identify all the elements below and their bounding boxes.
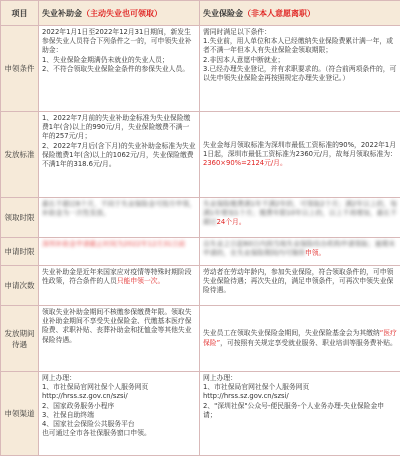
insurance-deadline-highlight: 申领。 (305, 249, 325, 257)
table-row (1, 198, 400, 238)
subsidy-channels: 网上办理： 1、市社保局官网社保个人服务网页 http://hrss.sz.gov.cn/szsi/ 2、国家政务服务小程序 3、社保自助终端 4、国家社会保险公共服务平台 也可通过全市各社保服务窗口申领。 (39, 372, 200, 456)
header-insurance-note: （非本人意愿离职） (243, 9, 315, 18)
insurance-duration-text: 失业保险缴费满1年不满2年的，可领取2个月；满2年以上的，每满1年增加1个月；缴费年限10年以上的，以上不再增加，最长不超过 (203, 200, 397, 226)
row-label: 领取时限 (1, 198, 39, 238)
insurance-benefits (200, 306, 400, 372)
header-subsidy-note: （主动失业也可领取） (82, 9, 162, 18)
insurance-benefits-highlight: “医疗保险” (203, 329, 397, 346)
header-insurance-title: 失业保险金 (203, 9, 243, 18)
subsidy-times-highlight: 只能申领一次。 (117, 277, 165, 285)
insurance-standard (200, 112, 400, 198)
row-label: 申领渠道 (1, 372, 39, 456)
insurance-conditions: 需同时满足以下条件： 1.失业前，用人单位和本人已经缴纳失业保险费累计满一年，或者不满一年但本人有失业保险金领取期限； 2.非因本人意愿中断就业； 3.已经办理失业登记，并有求职要求的。（符合前两项条件的，可以先申领失业保险金再按照规定办理失业登记。） (200, 26, 400, 112)
insurance-channels: 网上办理： 1、市社保局官网社保个人服务网页 http://hrss.sz.gov.cn/szsi/ 2、"深圳社保"公众号-便民服务-个人业务办理-失业保险金申请； (200, 372, 400, 456)
insurance-deadline-text: 自失业之日起60日内到当地失业保险经办机构申请领取；逾期未申请的，在失业保险期间内可继续 (203, 240, 395, 257)
insurance-standard-text: 失业金每月领取标准为深圳市最低工资标准的90%，2022年1月1日起，深圳市最低工资标准为2360元/月，故每月领取标准为： (203, 141, 397, 158)
row-label: 申请时限 (1, 238, 39, 266)
header-subsidy-title: 失业补助金 (42, 9, 82, 18)
insurance-deadline (200, 238, 400, 266)
table-row (1, 372, 400, 456)
row-label: 发放标准 (1, 112, 39, 198)
table-row (1, 238, 400, 266)
table-row (1, 306, 400, 372)
insurance-benefits-tail: ，可按照有关规定享受就业服务、职业培训等服务费补贴。 (220, 339, 397, 347)
subsidy-times-text: 失业补助金是近年来国家应对疫情等特殊时期阶段性政策，符合条件的人员 (42, 268, 192, 285)
subsidy-duration-text: 最长不超过6个月，不同于失业保险金可按月申领，补助金为一次性发放。 (42, 200, 196, 217)
subsidy-duration (39, 198, 200, 238)
row-label: 申请次数 (1, 266, 39, 306)
subsidy-deadline-text: 深圳补助金申请截止时间为2022年12月31日前 (42, 240, 185, 248)
header-item: 项目 (1, 1, 39, 26)
subsidy-standard: 1、2022年7月前的失业补助金标准为失业保险缴费1年(含)以上的990元/月，失业保险缴费不满一年的257元/月； 2、2022年7月后(含下月)的失业补助金标准为失业保险缴费1年(含)以上的1062元/月，失业保险缴费不满1年的318.6元/月。 (39, 112, 200, 198)
row-label: 发放期间待遇 (1, 306, 39, 372)
header-row (1, 1, 400, 26)
insurance-duration-highlight: 24个月。 (217, 218, 246, 226)
insurance-times: 劳动者在劳动年龄内，参加失业保险，符合领取条件的，可申领失业保险待遇；再次失业的，满足申领条件，可再次申领失业保险待遇。 (200, 266, 400, 306)
subsidy-benefits: 领取失业补助金期间不核缴参保缴费年限。领取失业补助金期间不享受失业保险金、代缴基本医疗保险费、求职补贴、丧葬补助金和抚恤金等其他失业保险待遇。 (39, 306, 200, 372)
subsidy-conditions: 2022年1月1日至2022年12月31日期间，新发生参保失业人员符合下列条件之一的，可申领失业补助金： 1、失业保险金期满仍未就业的失业人员； 2、不符合领取失业保险金条件的参保失业人员。 (39, 26, 200, 112)
subsidy-times (39, 266, 200, 306)
subsidy-deadline (39, 238, 200, 266)
insurance-standard-highlight: 2360×90%=2124元/月。 (203, 159, 287, 167)
header-unemployment-subsidy (39, 1, 200, 26)
insurance-duration (200, 198, 400, 238)
insurance-benefits-text: 失业员工在领取失业保险金期间，失业保险基金会为其缴纳 (203, 329, 380, 337)
header-unemployment-insurance (200, 1, 400, 26)
table-row (1, 112, 400, 198)
table-row (1, 266, 400, 306)
row-label: 申领条件 (1, 26, 39, 112)
table-row (1, 26, 400, 112)
